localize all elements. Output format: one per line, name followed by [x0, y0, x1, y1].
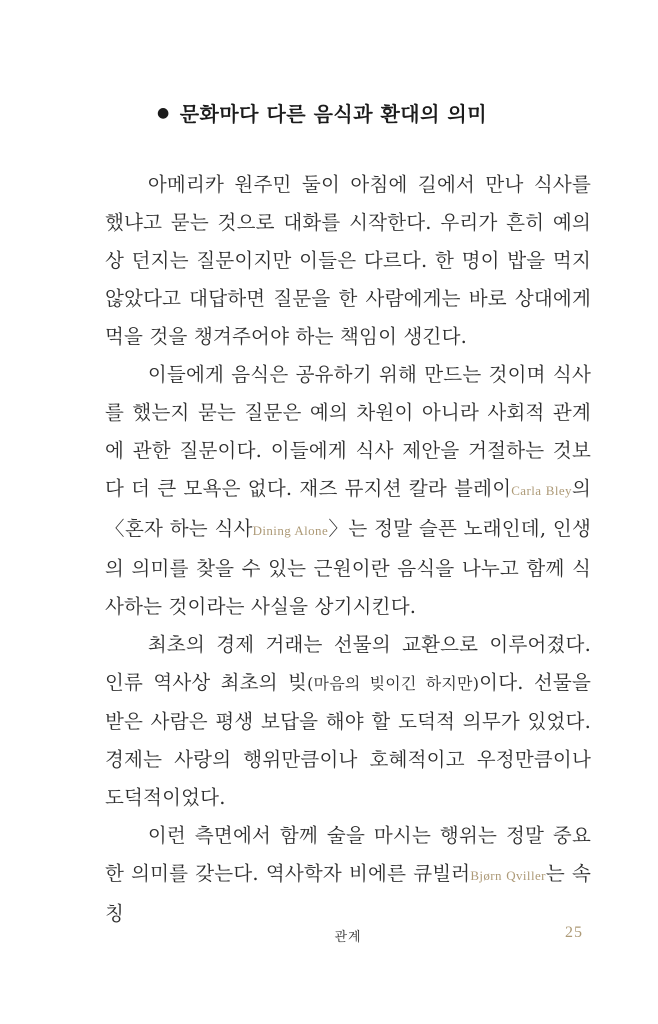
section-title: [157, 98, 487, 127]
body-text: [105, 166, 591, 933]
bullet-icon: ●: [157, 104, 170, 121]
running-title: 관계: [334, 930, 362, 945]
text-segment: 아메리카 원주민 둘이 아침에 길에서 만나 식사를 했냐고 묻는 것으로 대화를 시작한다. 우리가 흔히 예의상 던지는 질문이지만 이들은 다르다. 한 명이 밥을 먹지 않았다고 대답하면 질문을 한 사람에게는 바로 상대에게 먹을 것을 챙겨주어야 하는 책임이 생긴다.: [105, 173, 591, 348]
text-segment: 이런 측면에서 함께 술을 마시는 행위는 정말 중요한 의미를 갖는다. 역사학자 비에른 큐빌러: [105, 824, 591, 885]
paragraph: [105, 626, 591, 817]
text-segment: 의 〈혼자 하는 식사: [105, 477, 591, 540]
inline-annotation: Bjørn Qviller: [470, 868, 546, 883]
inline-annotation: Carla Bley: [511, 483, 572, 498]
text-segment: 이다. 선물을 받은 사람은 평생 보답을 해야 할 도덕적 의무가 있었다. 경제는 사랑의 행위만큼이나 호혜적이고 우정만큼이나 도덕적이었다.: [105, 671, 592, 809]
page-number: 25: [565, 924, 583, 941]
paragraph: [105, 817, 591, 933]
text-segment: 최초의 경제 거래는 선물의 교환으로 이루어졌다. 인류 역사상 최초의 빚: [105, 633, 591, 694]
text-segment: 이들에게 음식은 공유하기 위해 만드는 것이며 식사를 했는지 묻는 질문은 예의 차원이 아니라 사회적 관계에 관한 질문이다. 이들에게 식사 제안을 거절하는 것보다 더 큰 모욕은 없다. 재즈 뮤지션 칼라 블레이: [105, 363, 591, 500]
paragraph: [105, 356, 591, 626]
parenthetical-note: (마음의 빚이긴 하지만): [307, 674, 480, 693]
text-segment: 는 속칭: [105, 862, 591, 925]
inline-annotation: Dining Alone: [252, 523, 329, 538]
section-title-text: 문화마다 다른 음식과 환대의 의미: [179, 102, 488, 126]
page-footer: [105, 926, 591, 950]
text-segment: 〉는 정말 슬픈 노래인데, 인생의 의미를 찾을 수 있는 근원이란 음식을 나누고 함께 식사하는 것이라는 사실을 상기시킨다.: [105, 517, 591, 618]
paragraph: [105, 166, 591, 356]
